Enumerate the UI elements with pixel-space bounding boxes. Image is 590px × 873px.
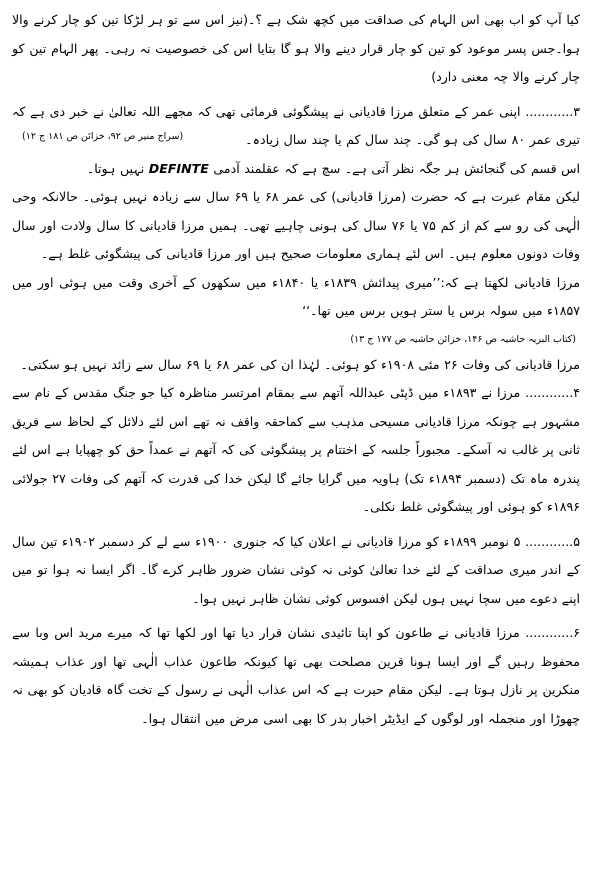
paragraph-4: لیکن مقام عبرت ہے کہ حضرت (مرزا قادیانی) کی عمر ۶۸ یا ۶۹ سال سے زیادہ نہیں ہوئی۔ حالانکہ وحی الٰہی کی رو سے کم از کم ۷۵ یا ۷۶ سال کی ہونی چاہیے تھی۔ ہمیں مرزا قادیانی کا سال ولادت اور سال وفات دونوں معلوم ہیں۔ اس لئے ہماری معلومات صحیح ہیں اور مرزا قادیانی کی پیشگوئی غلط ہے۔ xyxy=(12,189,580,261)
paragraph-2: ۳............ اپنی عمر کے متعلق مرزا قادیانی نے پیشگوئی فرمائی تھی کہ مجھے اللہ تعالیٰ نے خبر دی ہے کہ تیری عمر ۸۰ سال کی ہو گی۔ چند سال کم یا چند سال زیادہ۔ xyxy=(12,103,580,147)
paragraph-6: مرزا قادیانی کی وفات ۲۶ مئی ۱۹۰۸ء کو ہوئی۔ لہٰذا ان کی عمر ۶۸ یا ۶۹ سال سے زائد نہیں ہو سکتی۔ xyxy=(20,356,580,372)
paragraph-7: ۴............ مرزا نے ۱۸۹۳ء میں ڈپٹی عبداللہ آتھم سے بمقام امرتسر مناظرہ کیا جو جنگ مقدس کے نام سے مشہور ہے چونکہ مرزا قادیانی مسیحی مذہب سے کماحقہ واقف نہ تھے اس لئے دلائل کے لحاظ سے فریق ثانی پر غالب نہ آسکے۔ مجبوراً جلسہ کے اختتام پر پیشگوئی کی کہ آتھم نے عمداً حق کو چھپایا ہے اس لئے پندرہ ماہ تک (دسمبر ۱۸۹۴ء تک) ہاویہ میں گرایا جائے گا لیکن خدا کی قدرت کہ آتھم کی وفات ۲۷ جولائی ۱۸۹۶ء کو ہوئی اور پیشگوئی غلط نکلی۔ xyxy=(12,385,580,514)
reference-siraj-munir: (سراج منیر ص ۹۲، خزائن ص ۱۸۱ ج ۱۲) xyxy=(22,130,184,142)
paragraph-5: مرزا قادیانی لکھتا ہے کہ:’’میری پیدائش ۱۸۳۹ء یا ۱۸۴۰ء میں سکھوں کے آخری وقت میں ہوئی اور میں ۱۸۵۷ء میں سولہ برس یا ستر ہویں برس میں تھا۔‘‘ xyxy=(12,274,580,318)
paragraph-3 xyxy=(12,155,580,184)
reference-kitab-ul-bariyya: (کتاب البریہ حاشیہ ص ۱۴۶، خزائن حاشیہ ص ۱۷۷ ج ۱۳) xyxy=(350,333,576,345)
paragraph-8: ۵............ ۵ نومبر ۱۸۹۹ء کو مرزا قادیانی نے اعلان کیا کہ جنوری ۱۹۰۰ء سے لے کر دسمبر ۱۹۰۲ء تین سال کے اندر میری صداقت کے لئے خدا تعالیٰ کوئی نہ کوئی نشان ضرور ظاہر کرے گا۔ اگر ایسا نہ ہوا تو میں اپنے دعوے میں سچا نہیں ہوں لیکن افسوس کوئی نشان ظاہر نہیں ہوا۔ xyxy=(12,533,580,606)
paragraph-3-latin-word: DEFINTE xyxy=(148,160,209,176)
paragraph-1: کیا آپ کو اب بھی اس الہام کی صداقت میں کچھ شک ہے ؟۔(نیز اس سے تو ہر لڑکا تین کو چار کرنے والا ہوا۔جس پسر موعود کو تین کو چار قرار دینے والا ہو گا بتایا اس کی خصوصیت نہ رہی۔ پھر الہام تین کو چار کرنے والا چہ معنی دارد) xyxy=(12,12,580,84)
paragraph-3-suffix: نہیں ہوتا۔ xyxy=(86,160,145,176)
paragraph-9: ۶............ مرزا قادیانی نے طاعون کو اپنا تائیدی نشان قرار دیا تھا اور لکھا تھا کہ میرے مرید اس وبا سے محفوظ رہیں گے اور ایسا ہونا قرین مصلحت بھی تھا کیونکہ طاعون عذاب الٰہی تھا اور عذاب ہمیشہ منکرین پر نازل ہوتا ہے۔ لیکن مقام حیرت ہے کہ اس عذاب الٰہی نے رسول کے تخت گاہ قادیان کو بھی نہ چھوڑا اور منجملہ اور لوگوں کے ایڈیٹر اخبار بدر کا بھی اسی مرض میں انتقال ہوا۔ xyxy=(12,625,580,726)
paragraph-3-text: اس قسم کی گنجائش ہر جگہ نظر آتی ہے۔ سچ ہے کہ عقلمند آدمی xyxy=(213,160,580,176)
